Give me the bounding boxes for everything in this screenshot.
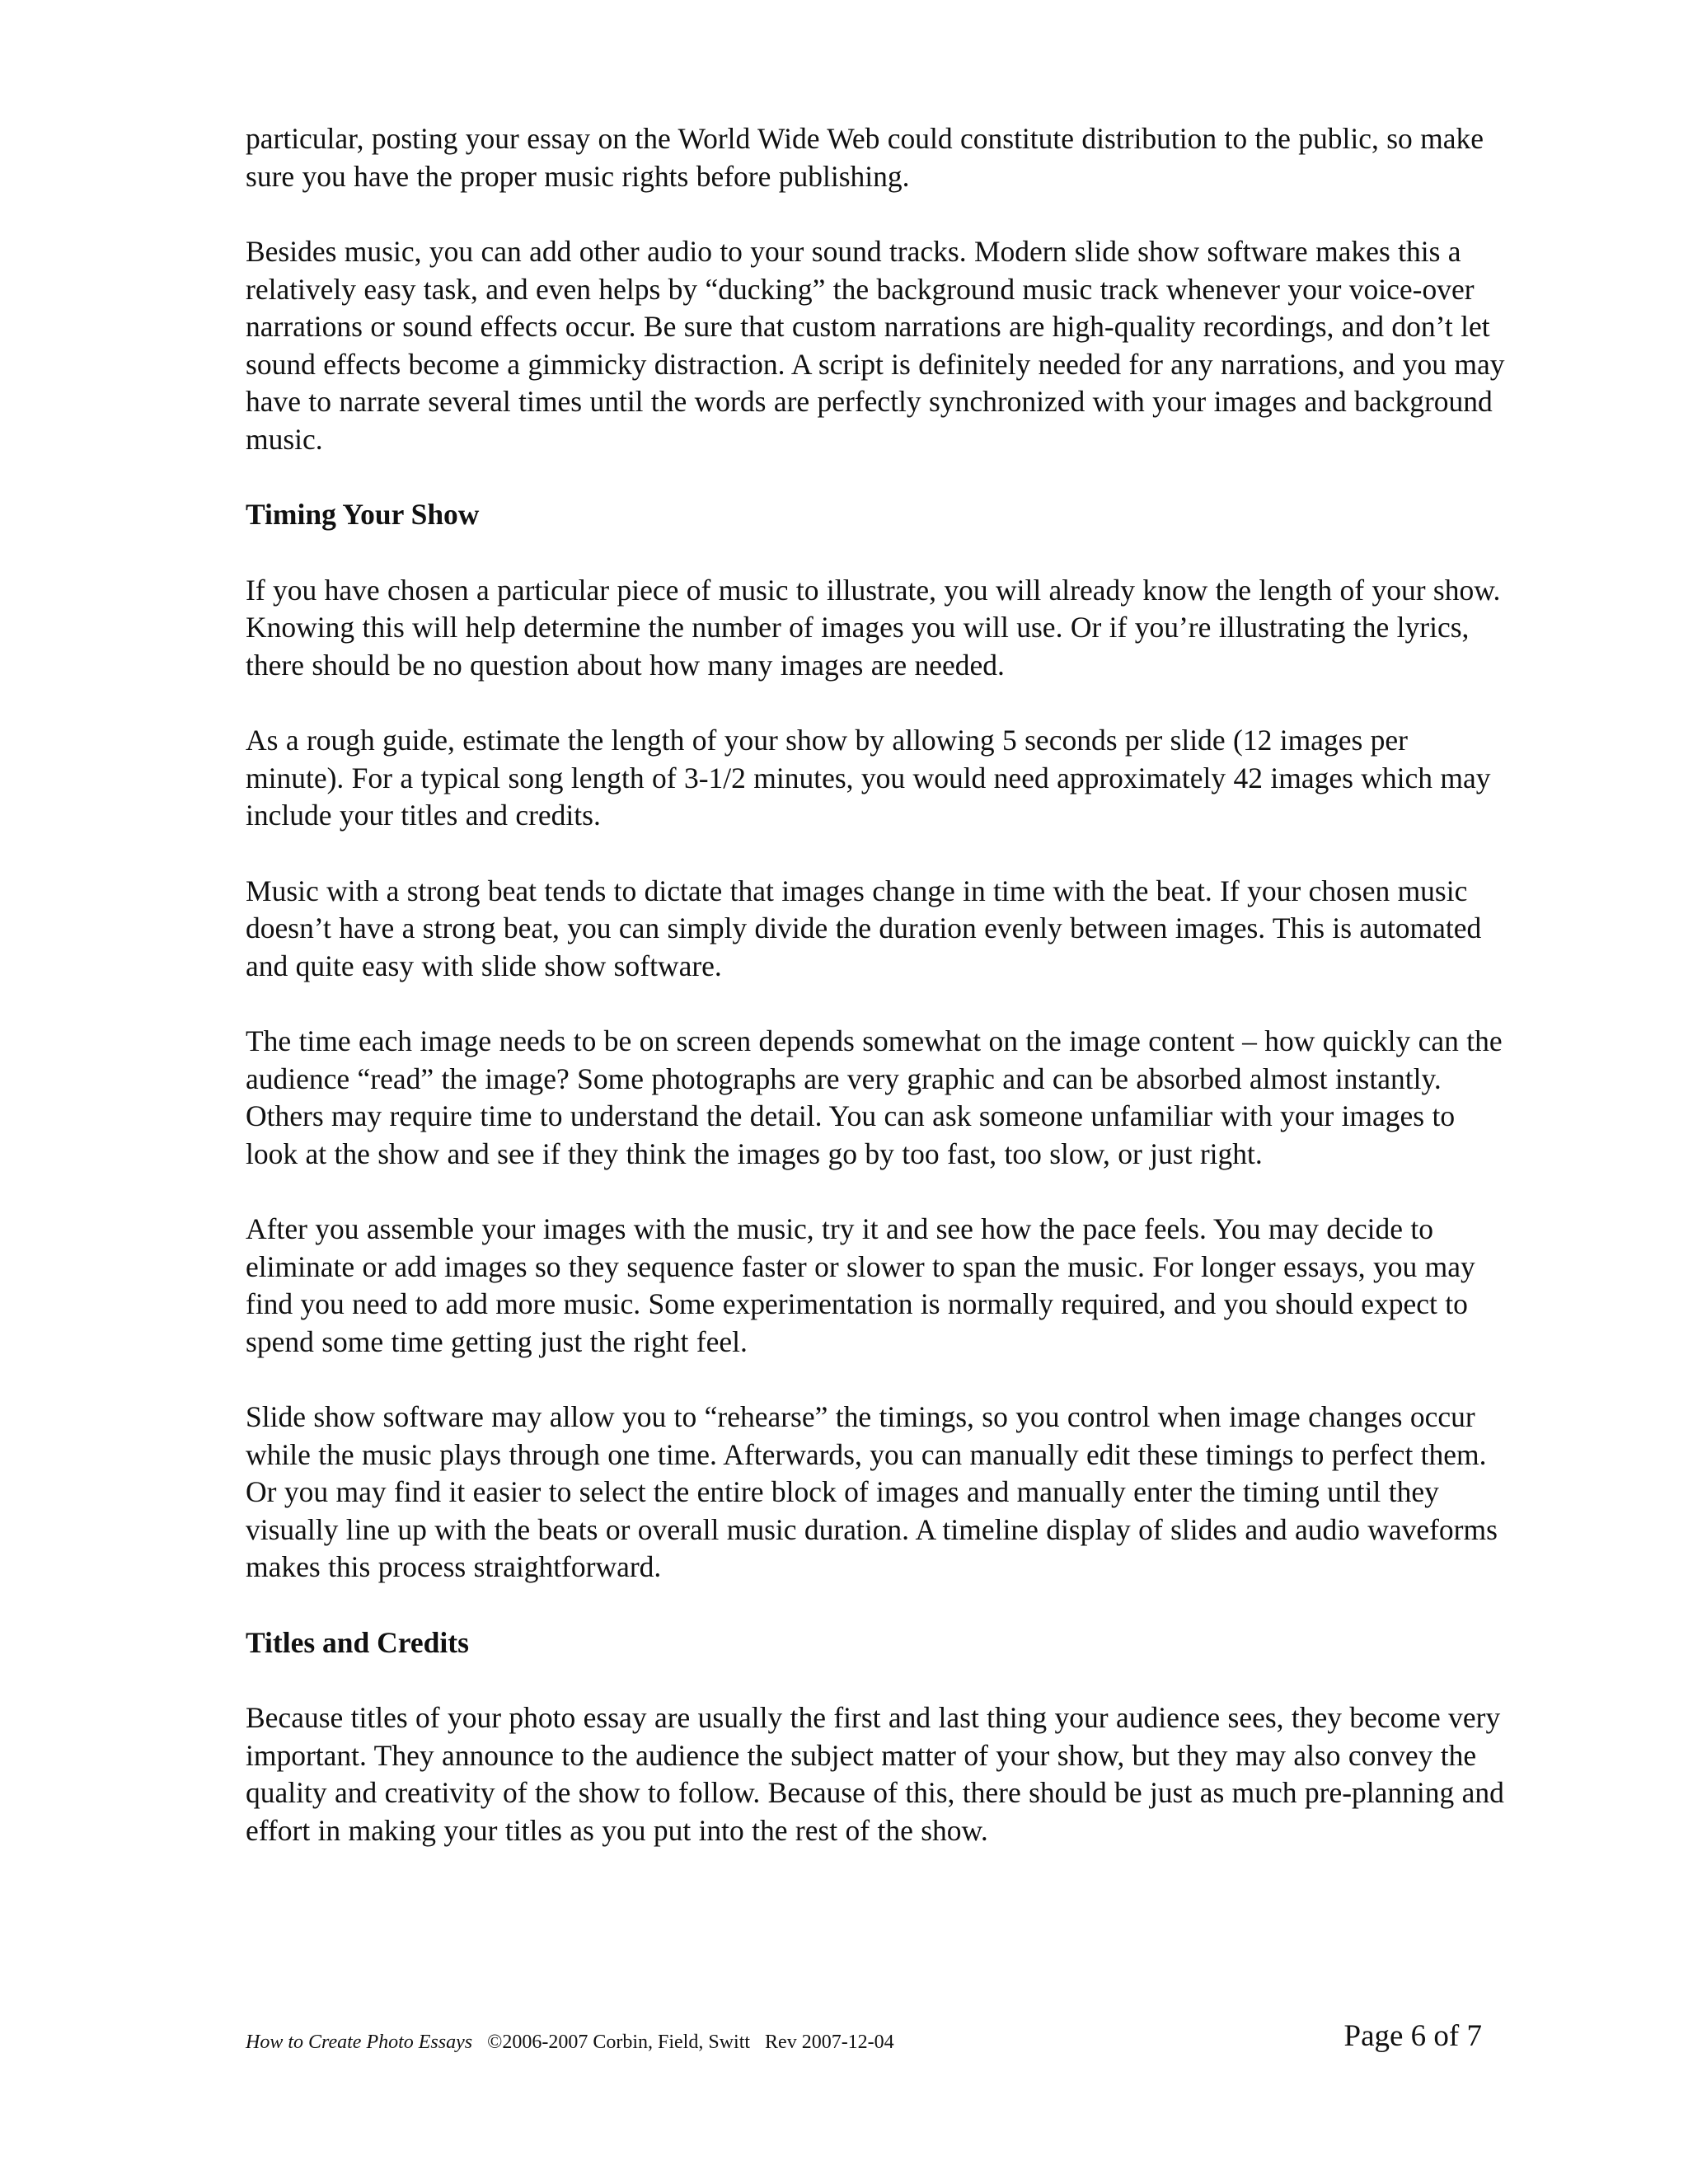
paragraph-other-audio: Besides music, you can add other audio to your sound tracks. Modern slide show software makes this a relatively easy task, and even helps by “ducking” the background music track whenever your voice-over narrations or sound effects occur. Be sure that custom narrations are high-quality recordings, and don’t let sound effects become a gimmicky distraction. A script is definitely needed for any narrations, and you may have to narrate several times until the words are perfectly synchronized with your images and background music. — [246, 235, 1505, 456]
paragraph-show-length: If you have chosen a particular piece of music to illustrate, you will already know the length of your show. Knowing this will help determine the number of images you will use. Or if you’re illustrating the lyrics, there should be no question about how many images are needed. — [246, 573, 1501, 682]
footer-copyright: ©2006-2007 Corbin, Field, Switt — [487, 2032, 751, 2053]
paragraph-strong-beat: Music with a strong beat tends to dictate that images change in time with the beat. If your chosen music doesn’t have a strong beat, you can simply divide the duration evenly between images. This is automated and quite easy with slide show software. — [246, 874, 1482, 982]
paragraph-rehearse-timings: Slide show software may allow you to “rehearse” the timings, so you control when image changes occur while the music plays through one time. Afterwards, you can manually edit these timings to perfect them. Or you may find it easier to select the entire block of images and manually enter the timing until they visually line up with the beats or overall music duration. A timeline display of slides and audio waveforms makes this process straightforward. — [246, 1400, 1498, 1583]
paragraph-music-rights: particular, posting your essay on the World Wide Web could constitute distribution to the public, so make sure you have the proper music rights before publishing. — [246, 122, 1484, 193]
footer-document-title: How to Create Photo Essays — [246, 2032, 473, 2053]
paragraph-titles-importance: Because titles of your photo essay are usually the first and last thing your audience sees, they become very important. They announce to the audience the subject matter of your show, but they may also convey the quality and creativity of the show to follow. Because of this, there should be just as much pre-planning and effort in making your titles as you put into the rest of the show. — [246, 1701, 1504, 1847]
paragraph-on-screen-time: The time each image needs to be on screen depends somewhat on the image content – how quickly can the audience “read” the image? Some photographs are very graphic and can be absorbed almost instantly. Others may require time to understand the detail. You can ask someone unfamiliar with your images to look at the show and see if they think the images go by too fast, too slow, or just right. — [246, 1024, 1503, 1170]
footer-citation — [246, 2031, 894, 2054]
page-number: Page 6 of 7 — [1343, 2019, 1482, 2053]
page-footer — [246, 2011, 1482, 2060]
paragraph-rough-guide: As a rough guide, estimate the length of your show by allowing 5 seconds per slide (12 images per minute). For a typical song length of 3-1/2 minutes, you would need approximately 42 images which may include your titles and credits. — [246, 724, 1491, 832]
footer-revision: Rev 2007-12-04 — [765, 2032, 894, 2053]
heading-timing-your-show: Timing Your Show — [246, 498, 480, 531]
paragraph-pace: After you assemble your images with the music, try it and see how the pace feels. You may decide to eliminate or add images so they sequence faster or slower to span the music. For longer essays, you may find you need to add more music. Some experimentation is normally required, and you should expect to spend some time getting just the right feel. — [246, 1212, 1475, 1358]
heading-titles-and-credits: Titles and Credits — [246, 1625, 469, 1659]
page-body — [246, 120, 1507, 1887]
